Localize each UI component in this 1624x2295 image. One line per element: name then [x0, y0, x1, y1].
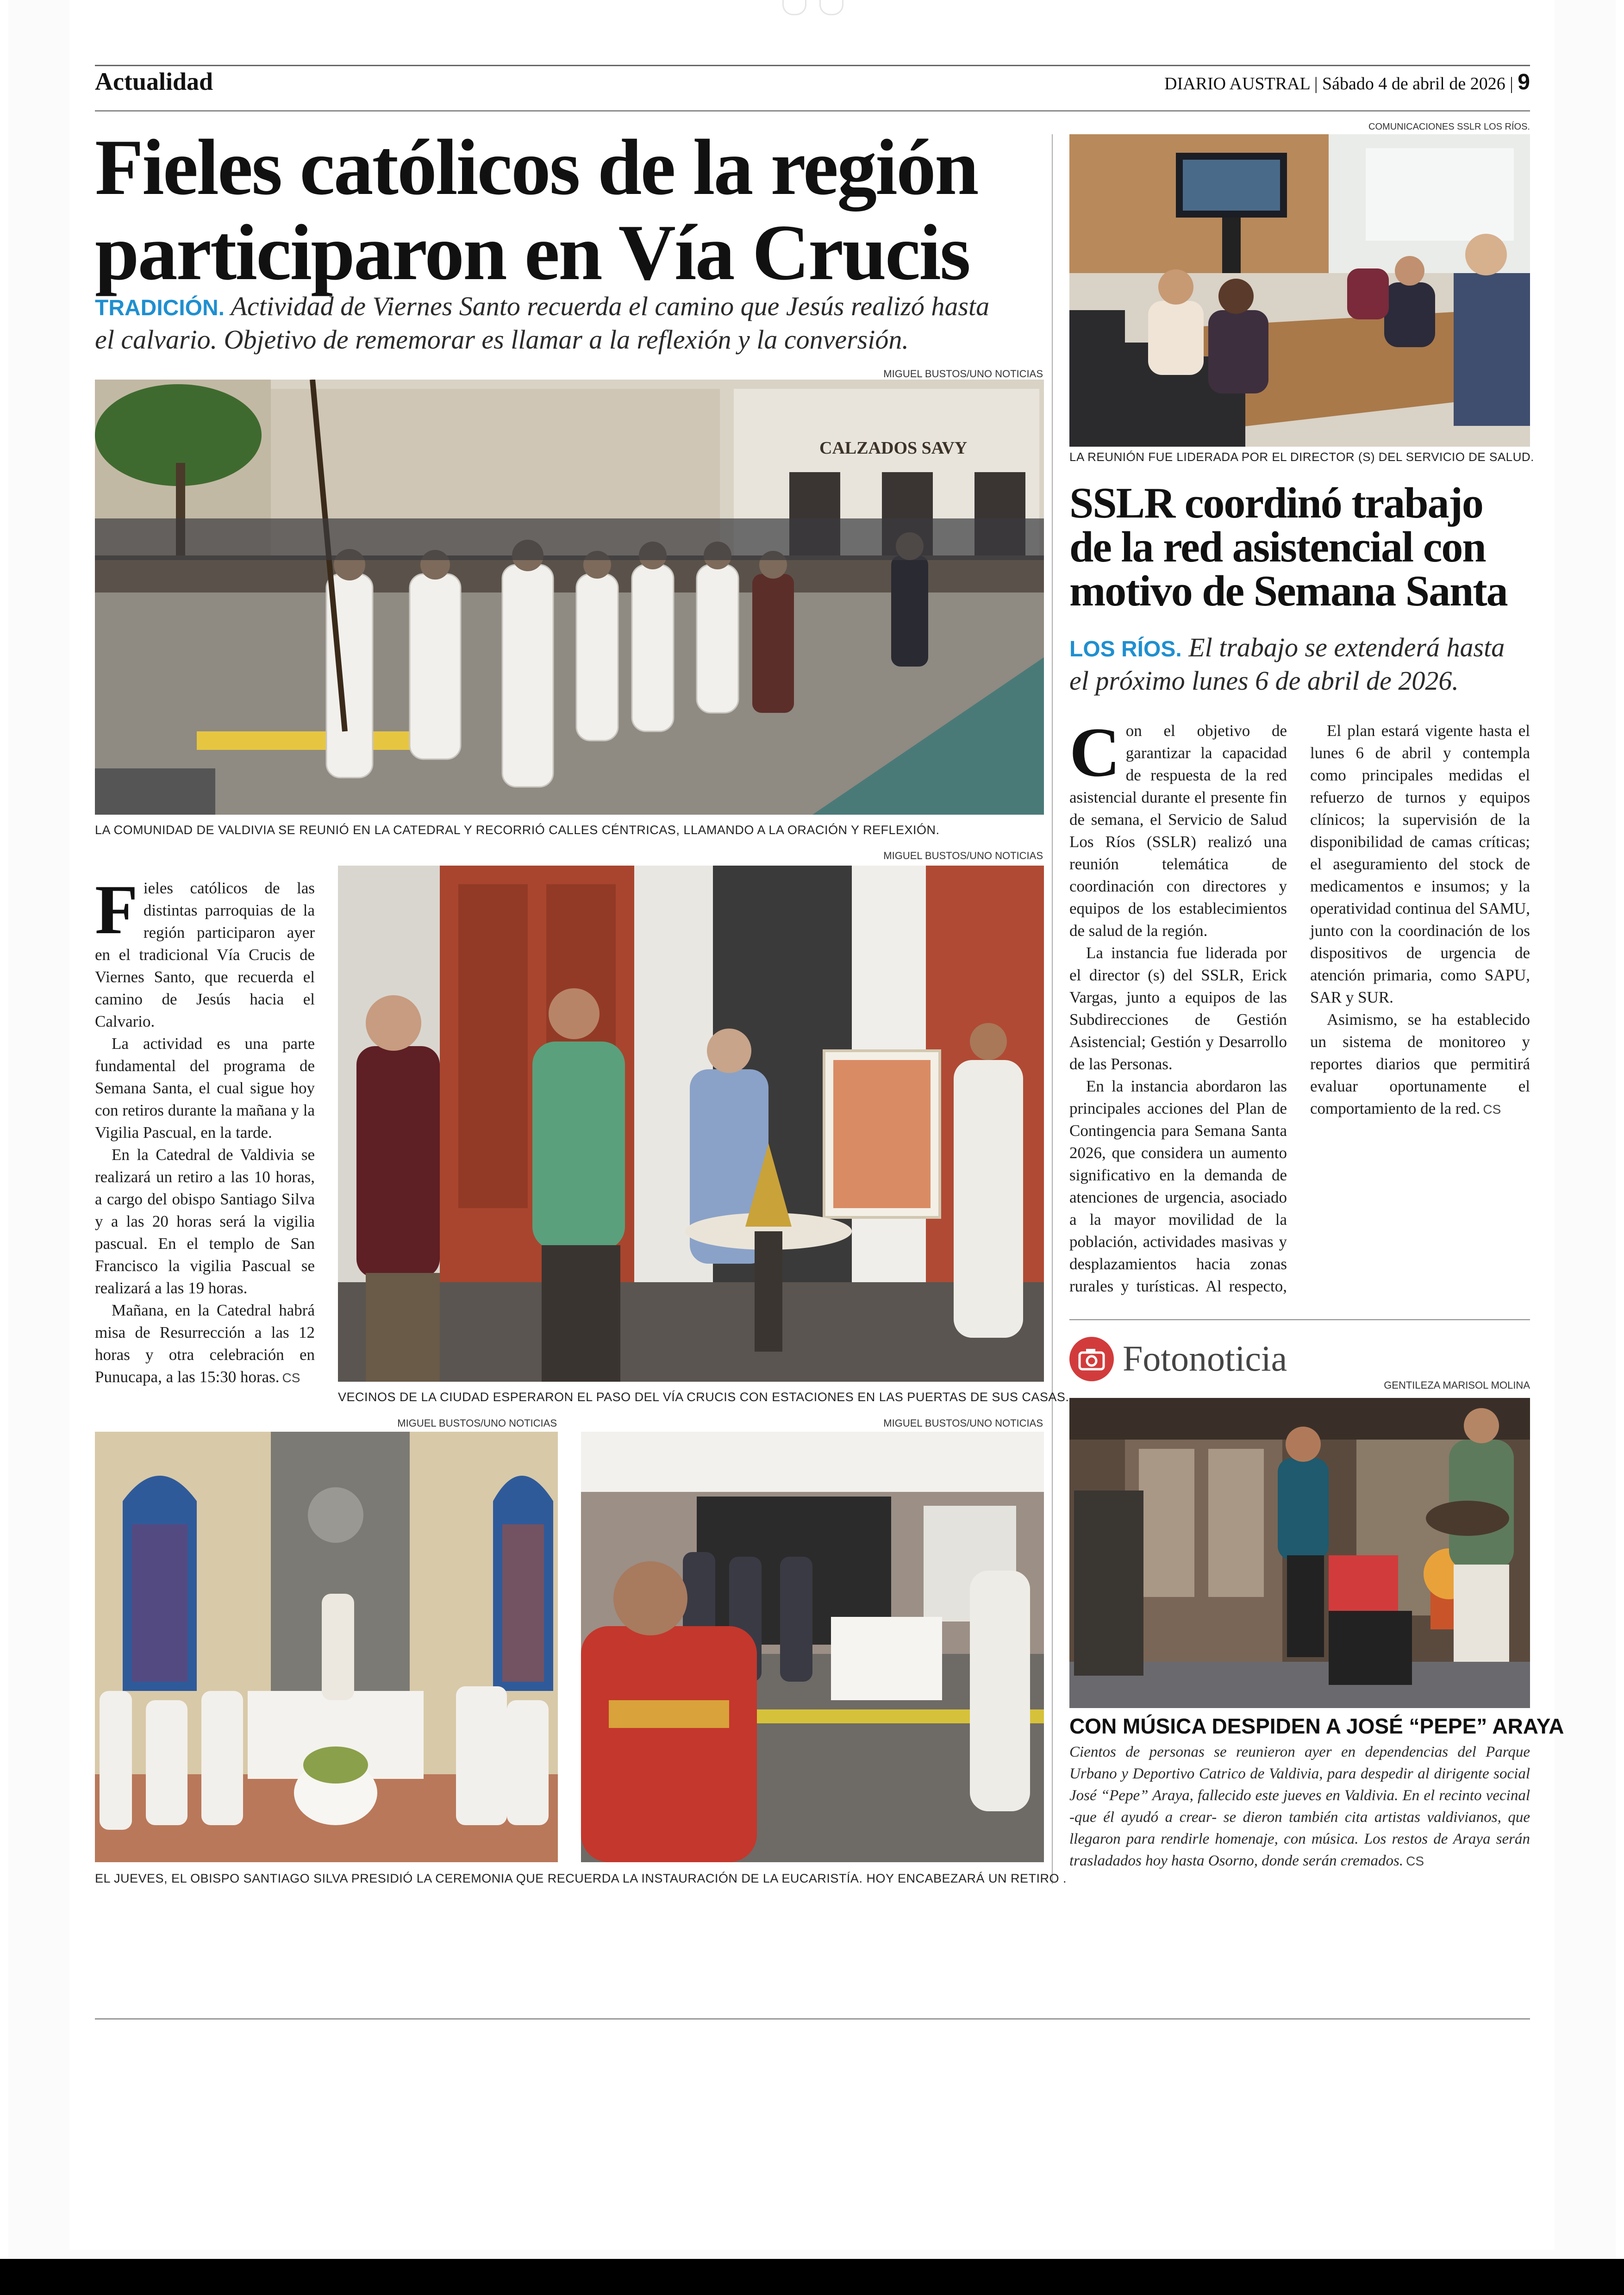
header-bottom-rule [95, 110, 1530, 112]
sslr-paragraph-3: En la instancia abordaron las principales acciones del Plan de Contingencia para Semana Santa 2026, que considera un aumento significativo en la demanda de atenciones de urgencia, asociado a la mayor movilidad de la población, actividades masivas y desplazamientos hacia zonas rurales y turísticas. Al respecto, [1069, 1077, 1287, 1295]
fotonoticia-label: Fotonoticia [1123, 1338, 1287, 1378]
sslr-endmark: CS [1483, 1102, 1501, 1116]
sslr-photo-credit: COMUNICACIONES SSLR LOS RÍOS. [1368, 122, 1530, 132]
main-dropcap: F [95, 871, 138, 948]
sslr-deck-line1: El trabajo se extenderá hasta [1188, 632, 1505, 662]
music-tribute-photo [1069, 1398, 1530, 1708]
publication-name: DIARIO AUSTRAL [1164, 74, 1310, 94]
main-endmark: CS [282, 1371, 300, 1385]
main-paragraph-4: Mañana, en la Catedral habrá misa de Resurrección a las 12 horas y otra celebración en Punucapa, a las 15:30 horas. [95, 1301, 315, 1386]
photo4-credit: MIGUEL BUSTOS/UNO NOTICIAS [883, 1417, 1043, 1429]
sslr-headline [1069, 481, 1507, 613]
main-deck-line1: Actividad de Viernes Santo recuerda el camino que Jesús realizó hasta [231, 291, 990, 321]
procession-photo [95, 380, 1044, 815]
sslr-headline-line1: SSLR coordinó trabajo [1069, 479, 1483, 527]
photo1-caption: LA COMUNIDAD DE VALDIVIA SE REUNIÓ EN LA CATEDRAL Y RECORRIÓ CALLES CÉNTRICAS, LLAMANDO A LA ORACIÓN Y REFLEXIÓN. [95, 823, 940, 837]
fotonoticia-endmark: CS [1406, 1854, 1424, 1868]
sslr-dropcap: C [1069, 720, 1120, 791]
photo2-caption: VECINOS DE LA CIUDAD ESPERARON EL PASO DEL VÍA CRUCIS CON ESTACIONES EN LAS PUERTAS DE SUS CASAS. [338, 1390, 1069, 1404]
fotonoticia-rule [1069, 1319, 1530, 1320]
main-paragraph-1: ieles católicos de las distintas parroquias de la región participaron ayer en el tradicional Vía Crucis de Viernes Santo, que recuerda el camino de Jesús hacia el Calvario. [95, 879, 315, 1030]
masthead [1164, 69, 1530, 95]
sslr-deck-line2: el próximo lunes 6 de abril de 2026. [1069, 666, 1459, 696]
sslr-meeting-photo [1069, 134, 1530, 447]
sslr-headline-line2: de la red asistencial con [1069, 523, 1486, 571]
main-headline [95, 125, 978, 295]
camera-icon [1069, 1337, 1114, 1381]
main-headline-line1: Fieles católicos de la región [95, 124, 978, 212]
sslr-deck [1069, 632, 1530, 697]
fotonoticia-text: Cientos de personas se reunieron ayer en dependencias del Parque Urbano y Deportivo Catrico de Valdivia, para despedir al dirigente social José “Pepe” Araya, fallecido este jueves en Valdivia. En el recinto vecinal -que él ayudó a crear- se dieron también cita artistas valdivianos, que llegaron para rendirle homenaje, con música. Los restos de Araya serán trasladados hoy hasta Osorno, donde serán cremados. [1069, 1744, 1530, 1869]
photo1-credit: MIGUEL BUSTOS/UNO NOTICIAS [883, 368, 1043, 380]
issue-date: Sábado 4 de abril de 2026 [1322, 74, 1505, 94]
photo3-credit: MIGUEL BUSTOS/UNO NOTICIAS [397, 1417, 557, 1429]
fotonoticia-credit: GENTILEZA MARISOL MOLINA [1384, 1379, 1530, 1391]
fotonoticia-headline: CON MÚSICA DESPIDEN A JOSÉ “PEPE” ARAYA [1069, 1714, 1564, 1738]
fotonoticia-body [1069, 1741, 1530, 1872]
sslr-headline-line3: motivo de Semana Santa [1069, 567, 1507, 615]
page-number: 9 [1518, 70, 1530, 94]
column-divider [1052, 134, 1053, 1884]
sslr-kicker: LOS RÍOS. [1069, 637, 1182, 661]
street-altar-photo [581, 1432, 1044, 1862]
section-title: Actualidad [95, 68, 213, 95]
calzados-savy-sign: CALZADOS SAVY [819, 438, 968, 458]
cathedral-ceremony-photo [95, 1432, 558, 1862]
main-deck-line2: el calvario. Objetivo de rememorar es llamar a la reflexión y la conversión. [95, 324, 909, 355]
main-paragraph-2: La actividad es una parte fundamental del programa de Semana Santa, el cual sigue hoy con retiros durante la mañana y la Vigilia Pascual, en la tarde. [95, 1035, 315, 1141]
sslr-body-col2 [1310, 720, 1530, 1121]
header-top-rule [95, 65, 1530, 66]
main-deck [95, 291, 1044, 355]
viewer-bottom-bar [0, 2259, 1624, 2295]
sslr-paragraph-1: on el objetivo de garantizar la capacidad de respuesta de la red asistencial durante el presente fin de semana, el Servicio de Salud Los Ríos (SSLR) realizó una reunión telemática de coordinación con directores y equipos de los establecimientos de salud de la región. [1069, 722, 1287, 940]
sslr-paragraph-2: La instancia fue liderada por el director (s) del SSLR, Erick Vargas, junto a equipos de las Subdirecciones de Gestión Asistencial; Gestión y Desarrollo de las Personas. [1069, 944, 1287, 1073]
masthead-separator: | [1314, 74, 1322, 94]
masthead-separator: | [1510, 74, 1518, 94]
main-headline-line2: participaron en Vía Crucis [95, 209, 969, 297]
main-kicker: TRADICIÓN. [95, 296, 225, 320]
footer-rule [95, 2018, 1530, 2020]
photo2-credit: MIGUEL BUSTOS/UNO NOTICIAS [883, 850, 1043, 861]
main-article-body [95, 871, 315, 1389]
sslr-photo-caption: LA REUNIÓN FUE LIDERADA POR EL DIRECTOR (S) DEL SERVICIO DE SALUD. [1069, 450, 1534, 464]
sslr-paragraph-5: Asimismo, se ha establecido un sistema de monitoreo y reportes diarios que permitirá evaluar oportunamente el comportamiento de la red. [1310, 1010, 1530, 1117]
photo34-caption: EL JUEVES, EL OBISPO SANTIAGO SILVA PRESIDIÓ LA CEREMONIA QUE RECUERDA LA INSTAURACIÓN DE LA EUCARISTÍA. HOY ENCABEZARÁ UN RETIRO . [95, 1871, 1067, 1885]
residents-station-photo [338, 866, 1044, 1382]
sslr-body-col1 [1069, 720, 1287, 1298]
sslr-paragraph-4: El plan estará vigente hasta el lunes 6 de abril y contempla como principales medidas el refuerzo de turnos y equipos clínicos; la supervisión de la disponibilidad de camas críticas; el aseguramiento del stock de medicamentos e insumos; y la operatividad continua del SAMU, junto con la coordinación de los dispositivos de urgencia de atención primaria, como SAPU, SAR y SUR. [1310, 722, 1530, 1006]
main-paragraph-3: En la Catedral de Valdivia se realizará un retiro a las 10 horas, a cargo del obispo Santiago Silva y a las 20 horas será la vigilia pascual. En el templo de San Francisco la vigilia Pascual se realizará a las 19 horas. [95, 1146, 315, 1297]
